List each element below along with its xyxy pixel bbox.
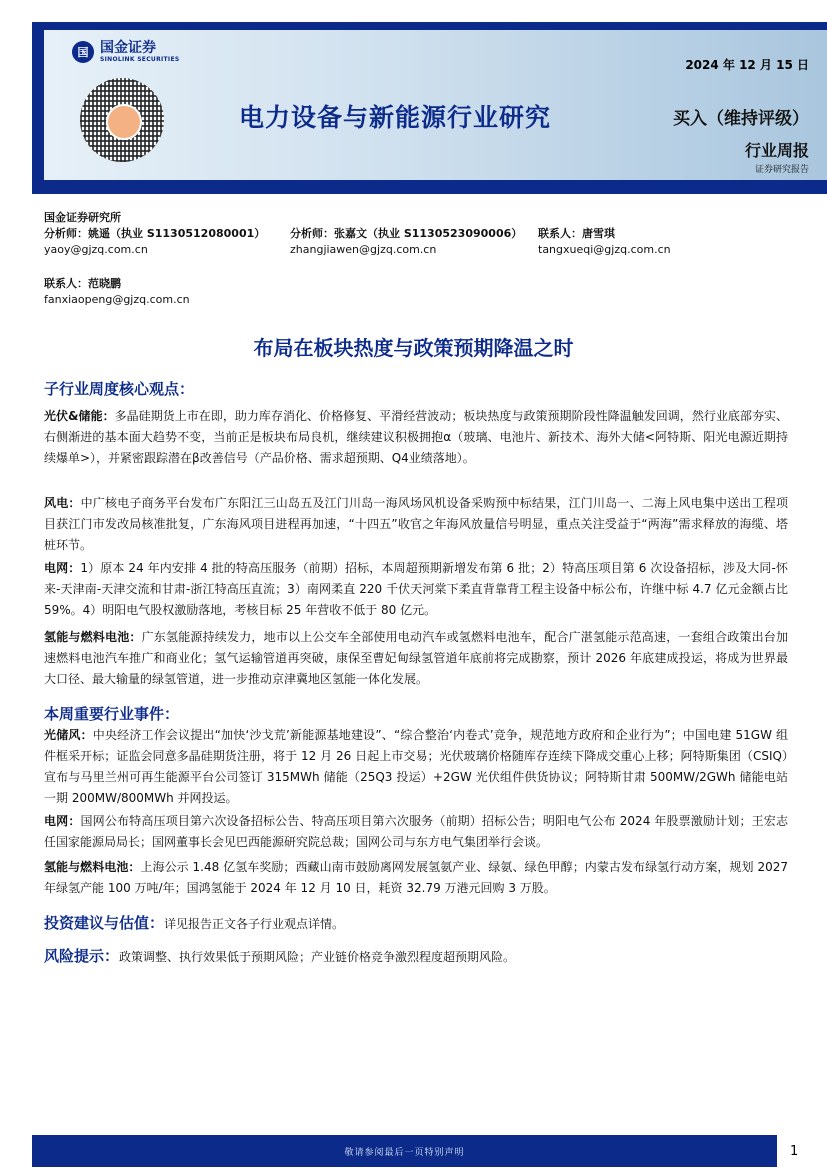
report-subtype: 证券研究报告 [754,165,809,175]
core-grid-label: 电网： [44,561,81,575]
core-pv-paragraph [44,406,788,469]
investment-block [44,913,788,934]
events-pvw-label: 光储风： [44,728,93,742]
core-grid-paragraph [44,558,788,621]
risk-heading: 风险提示： [44,947,120,965]
core-h2-label: 氢能与燃料电池： [44,630,142,644]
page-number: 1 [790,1144,799,1159]
analyst-2: 分析师：张嘉文（执业 S1130523090006） [290,227,523,240]
header-panel [44,30,827,180]
footer-bar [32,1135,777,1167]
risk-block [44,946,788,967]
core-wind-paragraph [44,493,788,556]
core-h2-paragraph [44,627,788,690]
events-pvw-paragraph [44,725,788,809]
contact-2-email[interactable]: fanxiaopeng@gjzq.com.cn [44,293,190,306]
sinolink-logo-icon: 国 [72,41,94,63]
logo-cn-text: 国金证券 [100,40,156,56]
core-grid-text: 1）原本 24 年内安排 4 批的特高压服务（前期）招标，本周超预期新增发布第 6 批；2）特高压项目第 6 次设备招标，涉及大同-怀来-天津南-天津交流和甘肃-浙江特高压直流；3）南网柔直 220 千伏天河棠下柔直背靠背工程主设备中标公布，许继中标 4.7 亿元金额占比 59%。4）明阳电气股权激励落地，考核目标 25 年营收不低于 80 亿元。 [44,561,788,617]
core-wind-text: 中广核电子商务平台发布广东阳江三山岛五及江门川岛一海风场风机设备采购预中标结果，江门川岛一、二海上风电集中送出工程项目获江门市发改局核准批复，广东海风项目进程再加速，“十四五”收官之年海风放量信号明显，重点关注受益于“两海”需求释放的海缆、塔桩环节。 [44,496,788,552]
footer-notice: 敬请参阅最后一页特别声明 [344,1147,465,1158]
core-wind-label: 风电： [44,496,81,510]
qr-center-logo-icon [106,104,142,140]
core-pv-label: 光伏&储能： [44,409,115,423]
contact-1: 联系人：唐雪琪 [538,227,615,240]
events-heading: 本周重要行业事件： [44,705,180,723]
industry-title: 电力设备与新能源行业研究 [239,103,552,132]
report-date: 2024 年 12 月 15 日 [685,58,809,72]
analyst-1-email[interactable]: yaoy@gjzq.com.cn [44,243,148,256]
events-h2-label: 氢能与燃料电池： [44,860,141,874]
risk-text: 政策调整、执行效果低于预期风险；产业链价格竞争激烈程度超预期风险。 [119,950,516,964]
analyst-2-email[interactable]: zhangjiawen@gjzq.com.cn [290,243,437,256]
investment-text: 详见报告正文各子行业观点详情。 [164,917,345,931]
investment-heading: 投资建议与估值： [44,914,165,932]
report-title: 布局在板块热度与政策预期降温之时 [253,336,574,360]
events-h2-paragraph [44,857,788,899]
analyst-1: 分析师：姚遥（执业 S1130512080001） [44,227,266,240]
contact-2: 联系人：范晓鹏 [44,277,121,290]
logo-en-text: SINOLINK SECURITIES [100,56,180,63]
report-type: 行业周报 [744,141,809,160]
events-grid-paragraph [44,811,788,853]
contact-1-email[interactable]: tangxueqi@gjzq.com.cn [538,243,671,256]
core-pv-text: 多晶硅期货上市在即，助力库存消化、价格修复、平滑经营波动；板块热度与政策预期阶段性降温触发回调，然行业底部夯实、右侧渐进的基本面大趋势不变，当前正是板块布局良机，继续建议积极拥抱α（玻璃、电池片、新技术、海外大储<阿特斯、阳光电源近期持续爆单>），并紧密跟踪潜在β改善信号（产品价格、需求超预期、Q4业绩落地）。 [44,409,788,465]
core-h2-text: 广东氢能源持续发力，地市以上公交车全部使用电动汽车或氢燃料电池车，配合广湛氢能示范高速，一套组合政策出台加速燃料电池汽车推广和商业化；氢气运输管道再突破，康保至曹妃甸绿氢管道年底前将完成勘察，预计 2026 年底建成投运，将成为世界最大口径、最大输量的绿氢管道，进一步推动京津冀地区氢能一体化发展。 [44,630,788,686]
institute: 国金证券研究所 [44,211,121,224]
events-h2-text: 上海公示 1.48 亿氢车奖励；西藏山南市鼓励离网发展氢氨产业、绿氨、绿色甲醇；内蒙古发布绿氢行动方案，规划 2027 年绿氢产能 100 万吨/年；国鸿氢能于 2024 年 12 月 10 日，耗资 32.79 万港元回购 3 万股。 [44,860,788,895]
header-banner [32,22,827,194]
rating: 买入（维持评级） [673,109,809,129]
company-logo [72,40,179,63]
events-pvw-text: 中央经济工作会议提出“加快‘沙戈荒’新能源基地建设”、“综合整治‘内卷式’竞争，规范地方政府和企业行为”；中国电建 51GW 组件框采开标；证监会同意多晶硅期货注册，将于 12 月 26 日起上市交易；光伏玻璃价格随库存连续下降成交重心上移；阿特斯集团（CSIQ）宣布与马里兰州可再生能源平台公司签订 315MWh 储能（25Q3 投运）+2GW 光伏组件供货协议；阿特斯甘肃 500MW/2GWh 储能电站一期 200MW/800MWh 并网投运。 [44,728,788,805]
events-grid-text: 国网公布特高压项目第六次设备招标公告、特高压项目第六次服务（前期）招标公告；明阳电气公布 2024 年股票激励计划；王宏志任国家能源局局长；国网董事长会见巴西能源研究院总裁；国网公司与东方电气集团举行会谈。 [44,814,788,849]
events-grid-label: 电网： [44,814,81,828]
core-views-heading: 子行业周度核心观点： [44,380,195,398]
